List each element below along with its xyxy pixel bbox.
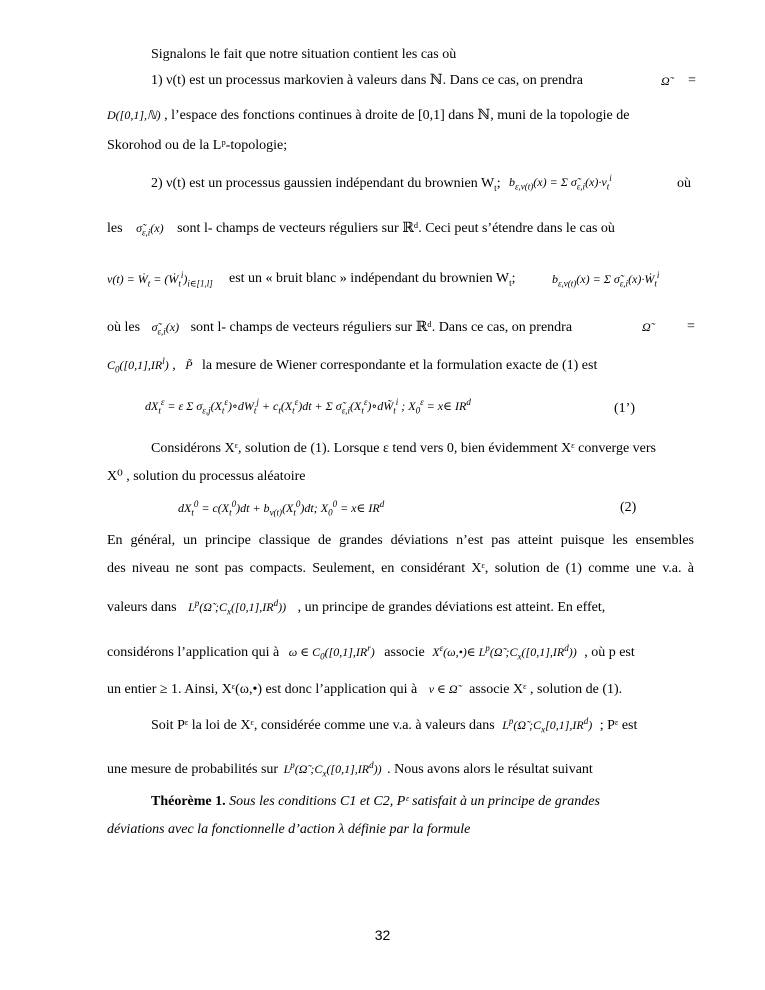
paragraph-line: [151, 72, 694, 90]
math-span: ω ∈ $C_0([0,1],IR^r)$: [288, 643, 375, 662]
math-span: $\sigmã_{\varepsilon,i}(x)$: [136, 221, 164, 238]
math-span: $\sigmã_{\varepsilon,i}(x)$: [151, 320, 180, 337]
math-span: P̃: [185, 358, 193, 372]
text-span: =: [687, 319, 695, 334]
paragraph-line: En général, un principe classique de grandes déviations n’est pas atteint puisque les ensembles: [107, 533, 694, 548]
text-span: 1) ν(t) est un processus markovien à valeurs dans ℕ. Dans ce cas, on prendra: [151, 73, 583, 88]
text-span: sont l- champs de vecteurs réguliers sur ℝᵈ. Dans ce cas, on prendra: [190, 320, 573, 335]
text-span: valeurs dans: [107, 600, 177, 615]
paragraph-line: [107, 680, 694, 699]
text-span: , un principe de grandes déviations est atteint. En effet,: [297, 600, 606, 615]
text-span: associe Xᵋ , solution de (1).: [469, 682, 623, 697]
theorem-line: [151, 793, 694, 811]
text-span: où: [677, 176, 691, 191]
text-span: . Nous avons alors le résultat suivant: [387, 762, 593, 777]
text-span: ; Pᵋ est: [599, 718, 638, 733]
text-span: la mesure de Wiener correspondante et la formulation exacte de (1) est: [202, 358, 598, 373]
math-span: $L^p(\Omegã$ $;C_x[0,1],IR^d$): [502, 716, 593, 735]
equation: [178, 499, 478, 518]
equation: [145, 397, 565, 416]
theorem-text: déviations avec la fonctionnelle d’action λ définie par la formule: [107, 822, 471, 837]
text-span: est un « bruit blanc » indépendant du brownien $W_t$;: [229, 271, 516, 288]
text-span: Soit Pᵋ la loi de Xᵋ, considérée comme une v.a. à valeurs dans: [151, 718, 495, 733]
math-span: ν ∈ Ω̃: [428, 682, 458, 696]
paragraph-line: [151, 716, 694, 735]
paragraph-line: des niveau ne sont pas compacts. Seulement, en considérant Xᵋ, solution de (1) comme une v.a. à: [107, 561, 694, 576]
paragraph-line: Considérons Xᵋ, solution de (1). Lorsque ε tend vers 0, bien évidemment Xᵋ converge vers: [151, 441, 657, 456]
paragraph-line: Signalons le fait que notre situation contient les cas où: [151, 47, 457, 62]
text-span: , l’espace des fonctions continues à droite de [0,1] dans ℕ, muni de la topologie de: [164, 108, 630, 123]
text-span: associe: [384, 645, 425, 660]
math-span: $C_0([0,1],IR^l)$: [107, 356, 169, 375]
text-span: considérons l’application qui à: [107, 645, 280, 660]
text-span: où les: [107, 320, 141, 335]
text-span: 2) ν(t) est un processus gaussien indépendant du brownien W: [151, 176, 495, 191]
theorem-line: [107, 821, 694, 839]
text-span: un entier ≥ 1. Ainsi, Xᵋ(ω,•) est donc l’application qui à: [107, 682, 418, 697]
omega-tilde-math: Ω̃: [642, 320, 651, 334]
math-formula: ν(t) = Ẇ$_t$ = $(Ẇ_t^i)_{i\in[1,l]}$: [107, 270, 213, 289]
text-span: sont l- champs de vecteurs réguliers sur ℝᵈ. Ceci peut s’étendre dans le cas où: [177, 221, 615, 236]
paragraph-line: 2) ν(t) est un processus gaussien indépendant du brownien $W_t$; $b_{\varepsilon,\nu(t)}(x) = \Sigma$ $\sigmã_{\varepsilon,i}(x)\cdot\nu_t^i$ où: [151, 173, 691, 193]
paragraph-line: Skorohod ou de la Lᵖ-topologie;: [107, 138, 288, 153]
math-span: $L^p(\Omegã$ $;C_x([0,1],IR^d)$): [188, 598, 287, 617]
equation-number: (2): [620, 500, 637, 515]
text-span: une mesure de probabilités sur: [107, 762, 279, 777]
math-formula: $b_{\varepsilon,\nu(t)}(x) = \Sigma$ $\sigmã_{\varepsilon,i}(x)\cdot\nu_t^i$: [509, 173, 612, 192]
theorem-title: Théorème 1.: [151, 794, 226, 809]
paragraph-line: [107, 219, 694, 238]
math-formula: $dX_t^\varepsilon = \varepsilon$ Σ $\sigma_{\varepsilon,j}(X_t^\varepsilon)\circ dW_t^j + c_t(X_t^\varepsilon)dt + \Sigma$ $\sigmã_{\varepsilon,i}(X_t^\varepsilon)\circ dW̃_t^i$ ; $X_0^\varepsilon$ = x∈ $IR^d$: [145, 397, 471, 416]
paragraph-line: [107, 318, 694, 337]
math-formula: $dX_t^0 = c(X_t^0)dt + b_{\nu(t)}(X_t^0)dt$; $X_0^0$ = x∈ $IR^d$: [178, 499, 385, 518]
equation-number: (1’): [614, 401, 635, 416]
paragraph-line: [107, 598, 694, 617]
omega-tilde-math: Ω̃: [661, 74, 670, 88]
page-number: 32: [374, 927, 391, 943]
paragraph-line: [107, 270, 694, 289]
math-formula: $b_{\varepsilon,\nu(t)}(x) = \Sigma$ $\sigmã_{\varepsilon,i}(x)\cdot Ẇ_t^i$: [552, 270, 660, 289]
math-span: $X^\varepsilon(\omega,•)\in$ $L^p(\Omegã$ $;C_x([0,1],IR^d)$): [432, 643, 577, 662]
math-span: $L^p(\Omegã$ $;C_x([0,1],IR^d)$): [283, 760, 382, 779]
text-span: les: [107, 221, 123, 236]
paragraph-line: $C_0([0,1],IR^l)$ , P̃ la mesure de Wiener correspondante et la formulation exacte de (1) est: [107, 356, 598, 375]
text-span: =: [688, 73, 696, 88]
paragraph-line: [107, 643, 694, 662]
paragraph-line: [107, 106, 694, 125]
theorem-text: Sous les conditions C1 et C2, Pᵋ satisfait à un principe de grandes: [229, 794, 600, 809]
paragraph-line: [107, 760, 694, 779]
math-span: D([0,1],ℕ): [107, 108, 161, 122]
paragraph-line: X⁰ , solution du processus aléatoire: [107, 469, 306, 484]
text-span: , où p est: [584, 645, 635, 660]
